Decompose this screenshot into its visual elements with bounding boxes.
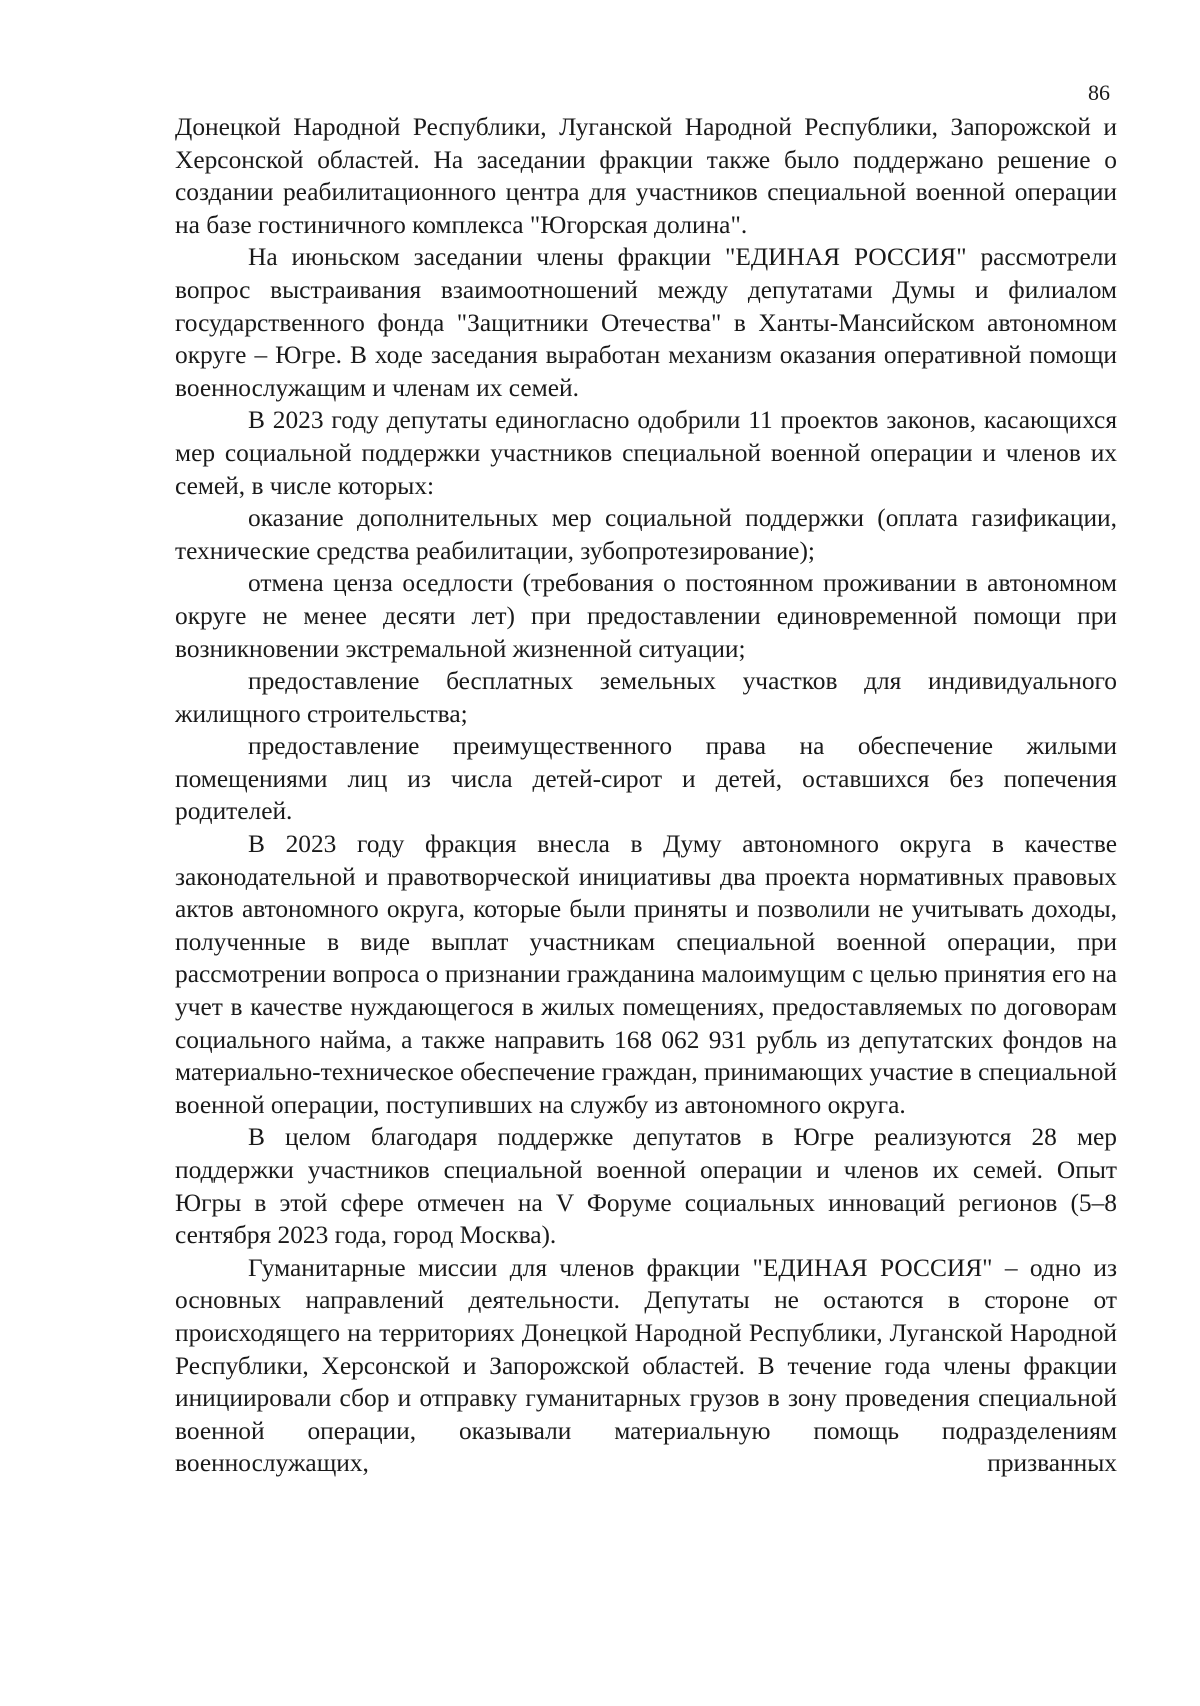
paragraph-humanitarian-missions: Гуманитарные миссии для членов фракции "ЕДИНАЯ РОССИЯ" – одно из основных направлений деятельности. Депутаты не остаются в стороне от происходящего на территориях Донецкой Народной Республики, Луганской Народной Республики, Херсонской и Запорожской областей. В течение года члены фракции инициировали сбор и отправку гуманитарных грузов в зону проведения специальной военной операции, оказывали материальную помощь подразделениям военнослужащих, призванных bbox=[175, 1253, 1117, 1478]
document-body bbox=[175, 111, 1117, 1480]
paragraph-continuation: Донецкой Народной Республики, Луганской Народной Республики, Запорожской и Херсонской областей. На заседании фракции также было поддержано решение о создании реабилитационного центра для участников специальной военной операции на базе гостиничного комплекса "Югорская долина". bbox=[175, 113, 1117, 239]
paragraph-laws-2023: В 2023 году депутаты единогласно одобрили 11 проектов законов, касающихся мер социальной поддержки участников специальной военной операции и членов их семей, в числе которых: bbox=[175, 406, 1117, 500]
page-number: 86 bbox=[1088, 80, 1110, 105]
paragraph-support-measures: В целом благодаря поддержке депутатов в Югре реализуются 28 мер поддержки участников специальной военной операции и членов их семей. Опыт Югры в этой сфере отмечен на V Форуме социальных инноваций регионов (5–8 сентября 2023 года, город Москва). bbox=[175, 1123, 1117, 1250]
paragraph-legislative-initiative: В 2023 году фракция внесла в Думу автономного округа в качестве законодательной и правотворческой инициативы два проекта нормативных правовых актов автономного округа, которые были приняты и позволили не учитывать доходы, полученные в виде выплат участникам специальной военной операции, при рассмотрении вопроса о признании гражданина малоимущим с целью принятия его на учет в качестве нуждающегося в жилых помещениях, предоставляемых по договорам социального найма, а также направить 168 062 931 рубль из депутатских фондов на материально-техническое обеспечение граждан, принимающих участие в специальной военной операции, поступивших на службу из автономного округа. bbox=[175, 830, 1117, 1119]
list-item-housing-priority: предоставление преимущественного права на обеспечение жилыми помещениями лиц из числа детей-сирот и детей, оставшихся без попечения родителей. bbox=[175, 732, 1117, 826]
list-item-additional-support: оказание дополнительных мер социальной поддержки (оплата газификации, технические средства реабилитации, зубопротезирование); bbox=[175, 504, 1117, 565]
paragraph-june-meeting: На июньском заседании члены фракции "ЕДИНАЯ РОССИЯ" рассмотрели вопрос выстраивания взаимоотношений между депутатами Думы и филиалом государственного фонда "Защитники Отечества" в Ханты-Мансийском автономном округе – Югре. В ходе заседания выработан механизм оказания оперативной помощи военнослужащим и членам их семей. bbox=[175, 243, 1117, 402]
list-item-land-plots: предоставление бесплатных земельных участков для индивидуального жилищного строительства; bbox=[175, 667, 1117, 728]
list-item-residency-requirement: отмена ценза оседлости (требования о постоянном проживании в автономном округе не менее десяти лет) при предоставлении единовременной помощи при возникновении экстремальной жизненной ситуации; bbox=[175, 569, 1117, 663]
